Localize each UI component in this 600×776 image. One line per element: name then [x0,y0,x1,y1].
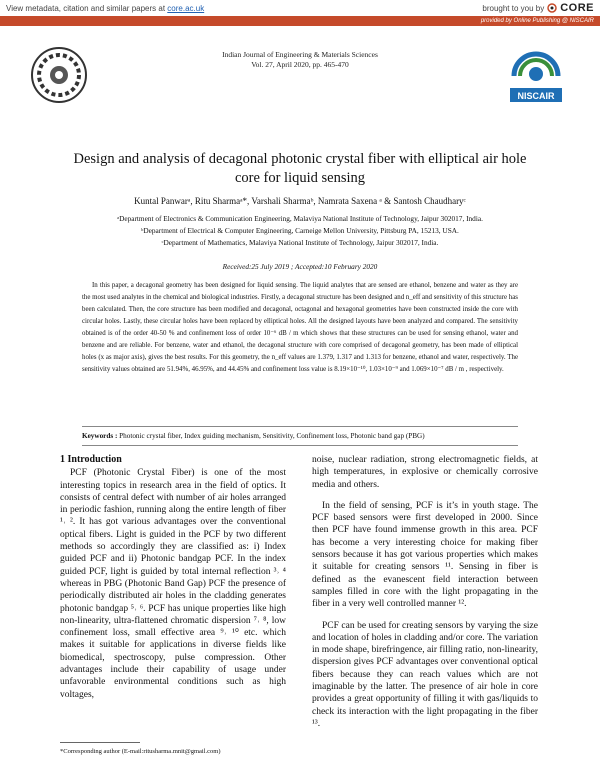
abstract: In this paper, a decagonal geometry has been designed for liquid sensing. The liquid analytes that are sensed are ethanol, benzene and water as they are the most used analytes in the chemical and biological industries. Firstly, a decagonal structure has been designed and n_eff and sensitivity of this structure has been calculated. Then, the core structure has been modified and decagonal, octagonal and hexagonal geometries have been constructed inside the core with circular holes. Lastly, these circular holes have been replaced by elliptical holes. All the designed layouts have been analyzed and compared. The sensitivity obtained is of the order 40-50 % and confinement loss of order 10⁻⁶ dB / m which shows that these structures can be used for sensing ethanol, water and benzene and are reliable. For benzene, water and ethanol, the decagonal structure with core comprised of decagonal geometry, has been made of elliptical holes (x as major axis), gives the best results. For this geometry, the n_eff values are 1.379, 1.317 and 1.313 for benzene, ethanol and water, respectively. The sensitivity values obtained are 51.94%, 46.95%, and 44.45% and confinement loss value is 8.19×10⁻¹⁰, 1.03×10⁻⁹ and 1.069×10⁻⁷ dB / m , respectively. [82,282,518,373]
keywords-label: Keywords : [82,432,118,440]
metadata-text: View metadata, citation and similar papers at core.ac.uk [6,3,205,13]
paper-title: Design and analysis of decagonal photonic crystal fiber with elliptical air hole core for liquid sensing [73,151,527,186]
keywords-list: Photonic crystal fiber, Index guiding mechanism, Sensitivity, Confinement loss, Photonic band gap (PBG) [117,432,425,440]
provided-by-strip: provided by Online Publishing @ NISCAIR [0,16,600,26]
divider [82,445,518,446]
received-dates: Received:25 July 2019 ; Accepted:10 February 2020 [222,262,378,271]
authors: Kuntal Panwarᵃ, Ritu Sharmaᵃ*, Varshali Sharmaᵇ, Namrata Saxena ᵃ & Santosh Chaudharyᶜ [134,196,466,206]
core-link[interactable]: core.ac.uk [167,3,205,13]
affiliation-b: ᵇDepartment of Electrical & Computer Engineering, Carneige Mellon University, Pittsburg PA, 15213, USA. [141,226,459,235]
core-brand[interactable] [482,2,594,14]
niscair-label: NISCAIR [517,91,555,101]
right-column [312,454,538,739]
core-logo-icon [547,3,557,13]
footnote-divider [60,742,140,743]
csir-logo-icon [30,46,88,104]
paragraph: PCF (Photonic Crystal Fiber) is one of the most interesting topics in research area in the field of optics. It consists of central defect with number of air holes arranged in periodic fashion, running along the entire length of fiber ¹˒ ². It has got various advantages over the conventional optical fibers. Light is guided in the PCF by two different methods so accordingly they are classified as: i) Index guided PCF and ii) Photonic bandgap PCF. In the index guided PCF, light is guided by total internal reflection ³˒ ⁴ whereas in PBG (Photonic Band Gap) PCF the presence of periodically distributed air holes in the cladding generates photonic bandgap ⁵˒ ⁶. PCF has unique properties like high non-linearity, ultra-flattened chromatic dispersion ⁷˒ ⁸, low confinement loss, small effective area ⁹˒ ¹⁰ etc. which makes it suitable for applications in diverse fields like biomedical, spectroscopy, pulse compression. Other advantages include their capability of usage under unfavorable environmental conditions such as high voltages, [60,468,286,700]
left-column [60,454,286,710]
paragraph: noise, nuclear radiation, strong electromagnetic fields, at high temperatures, in explosive or chemically corrosive media and others. [312,455,538,490]
keywords [82,432,518,440]
affiliation-c: ᶜDepartment of Mathematics, Malaviya National Institute of Technology, Jaipur 302017, India. [161,238,439,247]
paragraph: In the field of sensing, PCF is it’s in youth stage. The PCF based sensors were first developed in 2000. Since then PCF have found immense growth in this area. PCF has become a very interesting choice for making fiber sensors because it has got various properties which makes it suitable for creating sensors ¹¹. Sensing in fiber is defined as the evanescent field interaction between samples filled in core with the light propagating in the fiber in a very well controlled manner ¹². [312,500,538,610]
section-heading: 1 Introduction [60,454,122,465]
journal-volume: Vol. 27, April 2020, pp. 465-470 [251,60,349,69]
corresponding-author-footnote: *Corresponding author (E-mail:ritusharma.mnit@gmail.com) [60,748,221,755]
divider [82,426,518,427]
journal-info [170,50,430,70]
paragraph: PCF can be used for creating sensors by varying the size and location of holes in cladding and/or core. The variation in mode shape, birefringence, air filling ratio, non-linearity, dispersion gives PCF advantages over conventional optical fibers because they can reach values which are not imaginable by the latter. The presence of air hole in core provides a great opportunity of filling it with gas/liquids to check its interaction with the light propagating in the fiber ¹³. [312,620,538,729]
brought-by-text: brought to you by [482,3,545,13]
core-banner [0,0,600,28]
niscair-logo-icon [504,44,568,106]
affiliation-a: ᵃDepartment of Electronics & Communication Engineering, Malaviya National Institute of Technology, Jaipur 302017, India. [117,214,483,223]
core-logo-text: CORE [560,2,594,14]
journal-name: Indian Journal of Engineering & Materials Sciences [222,50,378,59]
affiliations [40,213,560,249]
